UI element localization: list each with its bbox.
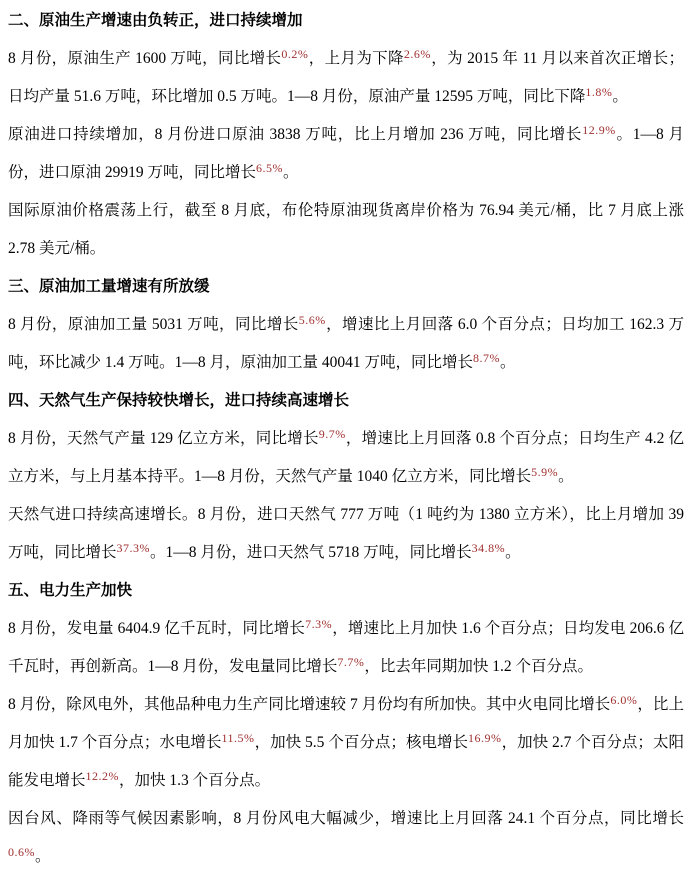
body-text: 8 月份，发电量 6404.9 亿千瓦时，同比增长 <box>8 620 306 637</box>
percent-superscript: 0.6% <box>8 845 35 859</box>
body-text: ，加快 1.3 个百分点。 <box>119 772 271 789</box>
percent-superscript: 9.7% <box>318 427 346 441</box>
percent-superscript: 1.8% <box>585 85 613 99</box>
body-text: 。1—8 月份，进口天然气 5718 万吨，同比增长 <box>150 544 472 561</box>
body-text: 。1—8 月份，进口原油 29919 万吨，同比增长 <box>8 126 684 181</box>
percent-superscript: 6.0% <box>610 693 638 707</box>
body-text: 因台风、降雨等气候因素影响，8 月份风电大幅减少，增速比上月回落 24.1 个百分点，同比增长 <box>8 810 684 827</box>
body-text: 。 <box>558 468 574 485</box>
paragraph <box>8 306 684 382</box>
body-text: 。 <box>500 354 516 371</box>
section-heading: 五、电力生产加快 <box>8 582 133 599</box>
body-text: 8 月份，天然气产量 129 亿立方米，同比增长 <box>8 430 319 447</box>
section-heading: 四、天然气生产保持较快增长，进口持续高速增长 <box>8 392 350 409</box>
paragraph <box>8 686 684 800</box>
paragraph <box>8 610 684 686</box>
percent-superscript: 37.3% <box>116 541 151 555</box>
paragraph <box>8 420 684 496</box>
percent-superscript: 2.6% <box>403 47 431 61</box>
body-text: 8 月份，原油加工量 5031 万吨，同比增长 <box>8 316 299 333</box>
percent-superscript: 6.5% <box>256 161 284 175</box>
percent-superscript: 5.6% <box>298 313 326 327</box>
percent-superscript: 7.3% <box>305 617 333 631</box>
percent-superscript: 11.5% <box>221 731 255 745</box>
document-content <box>8 2 684 876</box>
body-text: ，增速比上月回落 6.0 个百分点；日均加工 162.3 万吨，环比减少 1.4 万吨。1—8 月，原油加工量 40041 万吨，同比增长 <box>8 316 684 371</box>
body-text: 天然气进口持续高速增长。8 月份，进口天然气 777 万吨（1 吨约为 1380 立方米），比上月增加 39 万吨，同比增长 <box>8 506 684 561</box>
body-text: ，上月为下降 <box>308 50 404 67</box>
paragraph <box>8 116 684 192</box>
body-text: ，比上月加快 1.7 个百分点；水电增长 <box>8 696 684 751</box>
paragraph <box>8 800 684 876</box>
percent-superscript: 12.9% <box>582 123 616 137</box>
body-text: ，加快 2.7 个百分点；太阳能发电增长 <box>8 734 684 789</box>
percent-superscript: 16.9% <box>468 731 502 745</box>
section-heading: 三、原油加工量增速有所放缓 <box>8 278 210 295</box>
body-text: 。 <box>505 544 521 561</box>
body-text: 。 <box>612 88 628 105</box>
body-text: ，增速比上月回落 0.8 个百分点；日均生产 4.2 亿立方米，与上月基本持平。1—8 月份，天然气产量 1040 亿立方米，同比增长 <box>8 430 684 485</box>
percent-superscript: 7.7% <box>337 655 365 669</box>
body-text: 国际原油价格震荡上行，截至 8 月底，布伦特原油现货离岸价格为 76.94 美元/桶，比 7 月底上涨 2.78 美元/桶。 <box>8 202 684 257</box>
paragraph <box>8 40 684 116</box>
body-text: ，增速比上月加快 1.6 个百分点；日均发电 206.6 亿千瓦时，再创新高。1—8 月份，发电量同比增长 <box>8 620 684 675</box>
percent-superscript: 8.7% <box>473 351 501 365</box>
body-text: ，比去年同期加快 1.2 个百分点。 <box>364 658 594 675</box>
body-text: 。 <box>35 848 51 865</box>
paragraph <box>8 192 684 268</box>
percent-superscript: 0.2% <box>281 47 309 61</box>
percent-superscript: 5.9% <box>531 465 559 479</box>
body-text: 。 <box>283 164 299 181</box>
body-text: 8 月份，除风电外，其他品种电力生产同比增速较 7 月份均有所加快。其中火电同比增长 <box>8 696 611 713</box>
body-text: 原油进口持续增加，8 月份进口原油 3838 万吨，比上月增加 236 万吨，同比增长 <box>8 126 583 143</box>
percent-superscript: 34.8% <box>471 541 506 555</box>
body-text: 8 月份，原油生产 1600 万吨，同比增长 <box>8 50 282 67</box>
body-text: ，为 2015 年 11 月以来首次正增长；日均产量 51.6 万吨，环比增加 0.5 万吨。1—8 月份，原油产量 12595 万吨，同比下降 <box>8 50 684 105</box>
paragraph <box>8 496 684 572</box>
percent-superscript: 12.2% <box>85 769 120 783</box>
section-heading: 二、原油生产增速由负转正，进口持续增加 <box>8 12 303 29</box>
body-text: ，加快 5.5 个百分点；核电增长 <box>254 734 469 751</box>
